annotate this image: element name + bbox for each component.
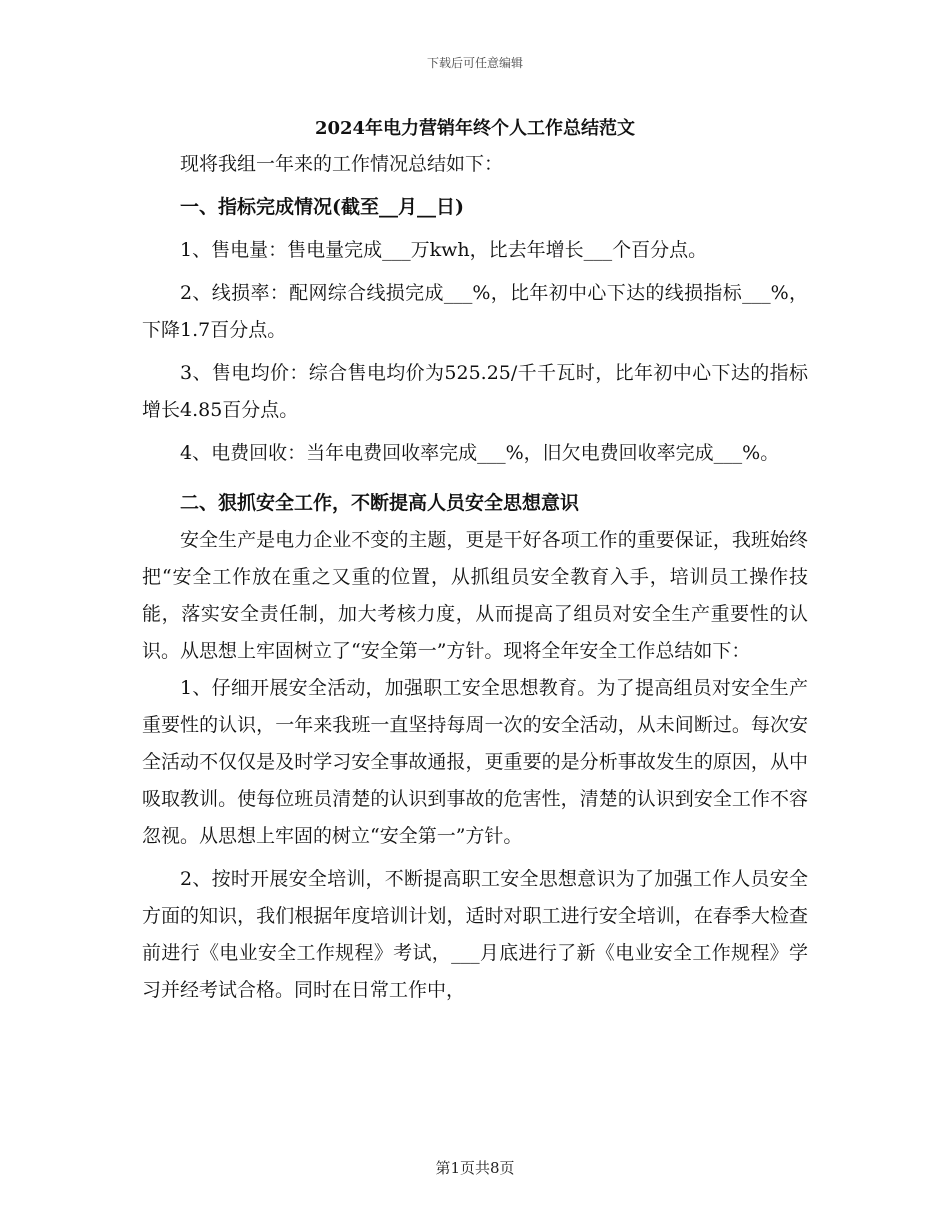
intro-paragraph: 现将我组一年来的工作情况总结如下：	[180, 153, 504, 175]
section-1-item-3: 3、售电均价：综合售电均价为525.25/千千瓦时，比年初中心下达的指标增长4.85百分点。	[142, 362, 808, 421]
section-1-item-2: 2、线损率：配网综合线损完成___%，比年初中心下达的线损指标___%，下降1.7百分点。	[142, 282, 808, 341]
section-2-heading: 二、狠抓安全工作，不断提高人员安全思想意识	[180, 492, 580, 514]
header-note: 下载后可任意编辑	[426, 56, 523, 70]
section-2-paragraph-2: 1、仔细开展安全活动，加强职工安全思想教育。为了提高组员对安全生产重要性的认识，一年来我班一直坚持每周一次的安全活动，从未间断过。每次安全活动不仅仅是及时学习安全事故通报，更重要的是分析事故发生的原因，从中吸取教训。使每位班员清楚的认识到事故的危害性，清楚的认识到安全工作不容忽视。从思想上牢固的树立“安全第一”方针。	[142, 677, 808, 847]
section-1-heading: 一、指标完成情况(截至__月__日)	[180, 196, 464, 218]
section-2-paragraph-1: 安全生产是电力企业不变的主题，更是干好各项工作的重要保证，我班始终把“安全工作放在重之又重的位置，从抓组员安全教育入手，培训员工操作技能，落实安全责任制，加大考核力度，从而提高了组员对安全生产重要性的认识。从思想上牢固树立了“安全第一”方针。现将全年安全工作总结如下：	[142, 529, 808, 662]
document-body	[142, 112, 808, 1009]
page-footer: 第1页共8页	[435, 1159, 515, 1177]
document-title: 2024年电力营销年终个人工作总结范文	[314, 118, 636, 139]
section-1-item-1: 1、售电量：售电量完成___万kwh，比去年增长___个百分点。	[180, 239, 708, 261]
section-2-paragraph-3: 2、按时开展安全培训，不断提高职工安全思想意识为了加强工作人员安全方面的知识，我们根据年度培训计划，适时对职工进行安全培训，在春季大检查前进行《电业安全工作规程》考试，___月底进行了新《电业安全工作规程》学习并经考试合格。同时在日常工作中，	[142, 868, 808, 1001]
section-1-item-4: 4、电费回收：当年电费回收率完成___%，旧欠电费回收率完成___%。	[180, 442, 780, 464]
